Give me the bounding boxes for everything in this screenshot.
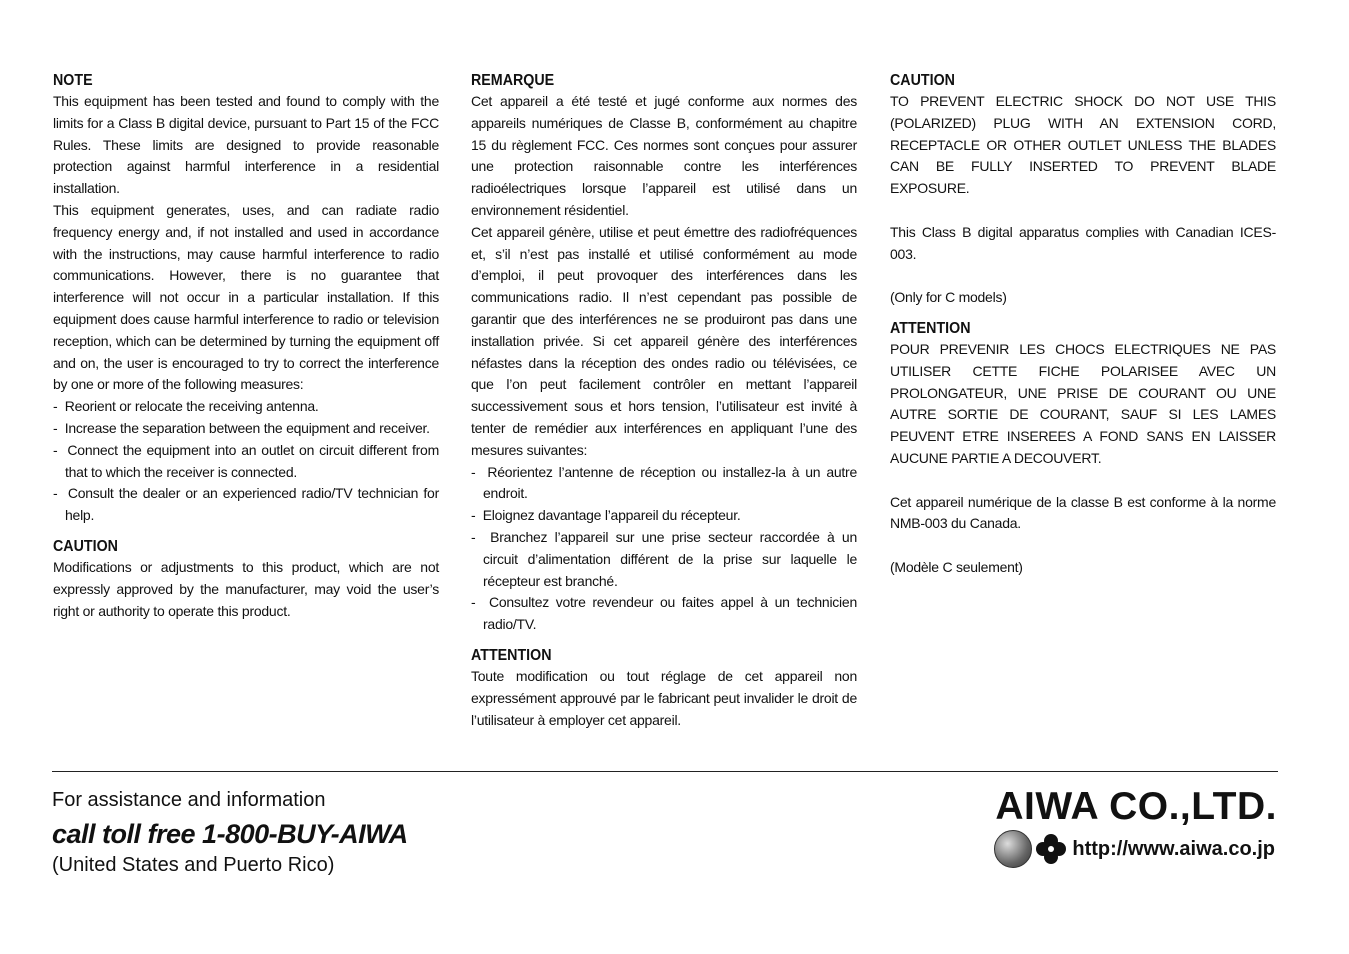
measures-list	[53, 396, 439, 527]
remarque-paragraph-2: Cet appareil génère, utilise et peut émettre des radiofréquences et, s’il n’est pas installé et utilisé conformément au mode d’emploi, il peut provoquer des interférences dans les communications radio. Il n’est cependant pas possible de garantir que des interférences ne se produiront pas dans une installation privée. Si cet appareil génère des interférences néfastes dans la réception des ondes radio ou télévisées, ce que l’on peut facilement contrôler en mettant l’appareil successivement sous et hors tension, l’utilisateur est invité à tenter de remédier aux interférences en appliquant l’une des mesures suivantes:	[471, 223, 857, 458]
canada-column	[890, 71, 1276, 589]
company-name: AIWA CO.,LTD.	[995, 785, 1277, 828]
attention-paragraph: Toute modification ou tout réglage de cet appareil non expressément approuvé par le fabricant peut invalider le droit de l’utilisateur à employer cet appareil.	[471, 667, 857, 728]
note-paragraph-1: This equipment has been tested and found to comply with the limits for a Class B digital device, pursuant to Part 15 of the FCC Rules. These limits are designed to provide reasonable protection against harmful interference in a residential installation.	[53, 93, 439, 197]
region-text: (United States and Puerto Rico)	[52, 854, 335, 876]
aiwa-logo-icon	[1034, 832, 1068, 866]
mesures-list	[471, 462, 857, 636]
attention-heading: ATTENTION	[471, 646, 552, 664]
list-item: - Eloignez davantage l’appareil du récepteur.	[471, 505, 857, 527]
list-item: - Consult the dealer or an experienced radio/TV technician for help.	[53, 483, 439, 527]
toll-free-number: call toll free 1-800-BUY-AIWA	[52, 819, 408, 849]
caution-paragraph: Modifications or adjustments to this product, which are not expressly approved by the manufacturer, may void the user’s right or authority to operate this product.	[53, 558, 439, 619]
globe-icon	[994, 830, 1032, 868]
list-item: - Branchez l’appareil sur une prise secteur raccordée à un circuit d’alimentation différent de la prise sur laquelle le récepteur est branché.	[471, 527, 857, 592]
caution-heading: CAUTION	[890, 72, 955, 89]
attention-paragraph: POUR PREVENIR LES CHOCS ELECTRIQUES NE PAS UTILISER CETTE FICHE POLARISEE AVEC UN PROLONGATEUR, UNE PRISE DE COURANT OU UNE AUTRE SORTIE DE COURANT, SAUF SI LES LAMES PEUVENT ETRE INSEREES A FOND SANS EN LAISSER AUCUNE PARTIE A DECOUVERT.	[890, 340, 1276, 466]
note-heading: NOTE	[53, 72, 93, 89]
canada-attention-section	[890, 319, 1276, 579]
remarque-paragraph-1: Cet appareil a été testé et jugé conforme aux normes des appareils numériques de Classe B, conformément au chapitre 15 du règlement FCC. Ces normes sont conçues pour assurer une protection raisonnable contre les interférences radioélectriques lorsque l’appareil est utilisé dans un environnement résidentiel.	[471, 93, 857, 218]
french-column	[471, 71, 857, 741]
canada-caution-section	[890, 71, 1276, 309]
remarque-section	[471, 71, 857, 636]
attention-heading: ATTENTION	[890, 319, 971, 337]
caution-heading: CAUTION	[53, 537, 118, 555]
footer-divider	[52, 771, 1278, 772]
list-item: - Connect the equipment into an outlet on circuit different from that to which the receiver is connected.	[53, 440, 439, 484]
only-c-models-note: (Only for C models)	[890, 289, 1007, 306]
nmb-paragraph: Cet appareil numérique de la classe B est conforme à la norme NMB-003 du Canada.	[890, 493, 1276, 532]
list-item: - Reorient or relocate the receiving antenna.	[53, 396, 439, 418]
remarque-heading: REMARQUE	[471, 72, 555, 89]
attention-section	[471, 646, 857, 731]
list-item: - Réorientez l’antenne de réception ou installez-la à un autre endroit.	[471, 462, 857, 506]
note-section	[53, 71, 439, 527]
list-item: - Consultez votre revendeur ou faites appel à un technicien radio/TV.	[471, 592, 857, 636]
list-item: - Increase the separation between the equipment and receiver.	[53, 418, 439, 440]
assistance-text: For assistance and information	[52, 789, 326, 811]
english-column	[53, 71, 439, 632]
note-paragraph-2: This equipment generates, uses, and can radiate radio frequency energy and, if not installed and used in accordance with the instructions, may cause harmful interference to radio communications. However, there is no guarantee that interference will not occur in a particular installation. If this equipment does cause harmful interference to radio or television reception, which can be determined by turning the equipment off and on, the user is encouraged to try to correct the interference by one or more of the following measures:	[53, 201, 439, 393]
caution-paragraph: TO PREVENT ELECTRIC SHOCK DO NOT USE THIS (POLARIZED) PLUG WITH AN EXTENSION CORD, RECEPTACLE OR OTHER OUTLET UNLESS THE BLADES CAN BE FULLY INSERTED TO PREVENT BLADE EXPOSURE.	[890, 93, 1276, 197]
caution-section	[53, 537, 439, 622]
modele-c-note: (Modèle C seulement)	[890, 558, 1023, 575]
website-link[interactable]: http://www.aiwa.co.jp	[1072, 838, 1275, 860]
ices-paragraph: This Class B digital apparatus complies with Canadian ICES-003.	[890, 223, 1276, 262]
website-row	[994, 830, 1275, 868]
